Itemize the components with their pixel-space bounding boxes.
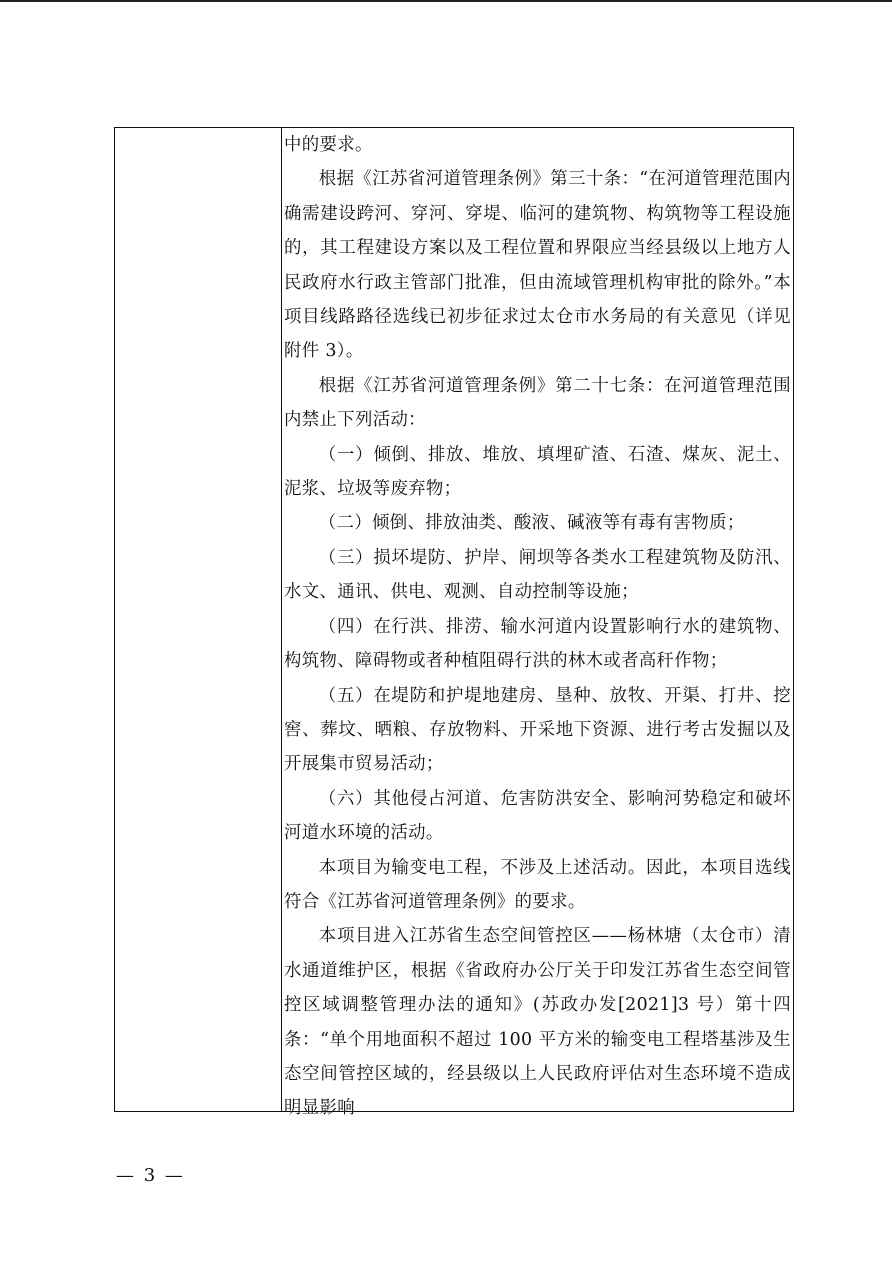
paragraph-article-27-intro: 根据《江苏省河道管理条例》第二十七条：在河道管理范围内禁止下列活动： bbox=[284, 375, 791, 431]
table-left-column-empty bbox=[115, 128, 282, 1111]
list-item-1: （一）倾倒、排放、堆放、填埋矿渣、石渣、煤灰、泥土、泥浆、垃圾等废弃物； bbox=[284, 444, 791, 500]
list-item-6: （六）其他侵占河道、危害防洪安全、影响河势稳定和破坏河道水环境的活动。 bbox=[284, 788, 791, 844]
paragraph-article-30: 根据《江苏省河道管理条例》第三十条：“在河道管理范围内确需建设跨河、穿河、穿堤、临河的建筑物、构筑物等工程设施的，其工程建设方案以及工程位置和界限应当经县级以上地方人民政府水行政主管部门批准，但由流域管理机构审批的除外。”本项目线路路径选线已初步征求过太仓市水务局的有关意见（详见附件 3）。 bbox=[284, 169, 791, 362]
page-number: — 3 — bbox=[116, 1165, 185, 1186]
list-item-2: （二）倾倒、排放油类、酸液、碱液等有毒有害物质； bbox=[318, 513, 745, 534]
table-right-column-text bbox=[282, 128, 793, 1119]
paragraph-ecological-zone: 本项目进入江苏省生态空间管控区——杨林塘（太仓市）清水通道维护区，根据《省政府办公厅关于印发江苏省生态空间管控区域调整管理办法的通知》(苏政办发[2021]3 号）第十四条：“单个用地面积不超过 100 平方米的输变电工程塔基涉及生态空间管控区域的，经县级以上人民政府评估对生态环境不造成明显影响 bbox=[284, 926, 791, 1119]
list-item-4: （四）在行洪、排涝、输水河道内设置影响行水的建筑物、构筑物、障碍物或者种植阻碍行洪的林木或者高秆作物； bbox=[284, 616, 791, 672]
paragraph-continuation: 中的要求。 bbox=[284, 135, 373, 155]
content-table bbox=[114, 127, 794, 1119]
paragraph-conclusion: 本项目为输变电工程，不涉及上述活动。因此，本项目选线符合《江苏省河道管理条例》的要求。 bbox=[284, 857, 791, 912]
list-item-5: （五）在堤防和护堤地建房、垦种、放牧、开渠、打井、挖窖、葬坟、晒粮、存放物料、开采地下资源、进行考古发掘以及开展集市贸易活动； bbox=[284, 685, 791, 775]
list-item-3: （三）损坏堤防、护岸、闸坝等各类水工程建筑物及防汛、水文、通讯、供电、观测、自动控制等设施； bbox=[284, 547, 791, 603]
top-border-line bbox=[0, 0, 892, 2]
